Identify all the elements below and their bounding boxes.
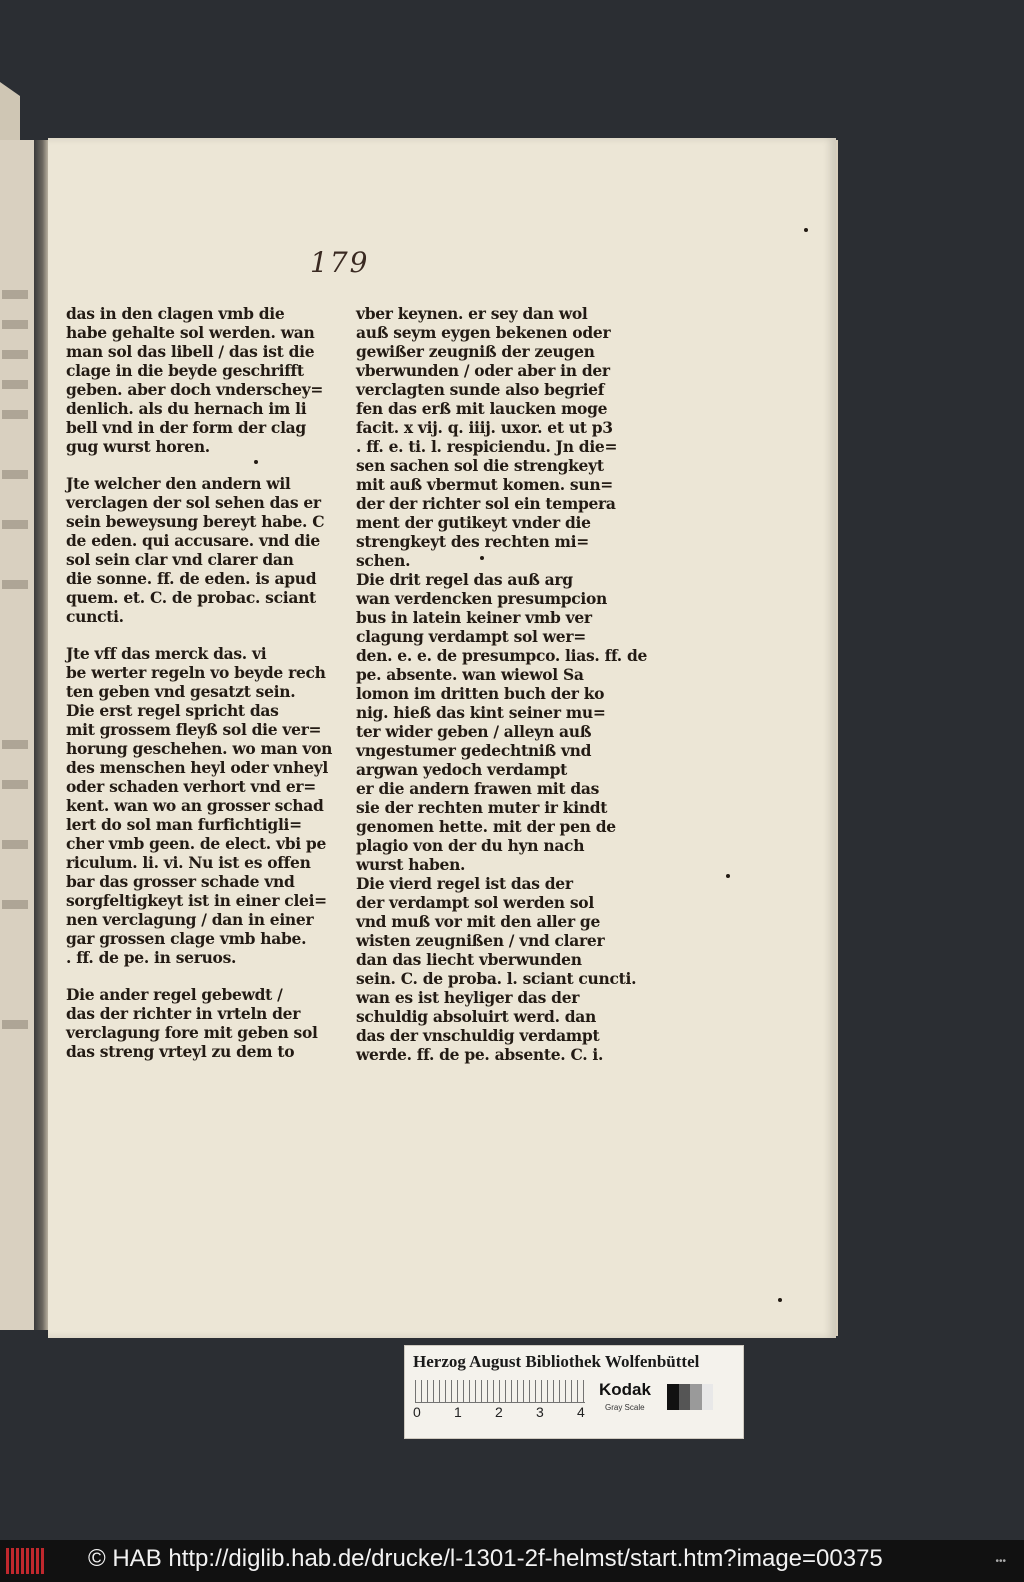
text-line: nen verclagung / dan in einer <box>66 910 314 929</box>
ink-dot <box>480 556 484 560</box>
library-color-card <box>404 1345 744 1439</box>
text-line: der verdampt sol werden sol <box>356 893 594 912</box>
text-line: verclagten sunde also begrief <box>356 380 605 399</box>
text-line: werde. ff. de pe. absente. C. i. <box>356 1045 604 1064</box>
text-line: Die erst regel spricht das <box>66 701 279 720</box>
ruler-number: 2 <box>495 1404 503 1420</box>
text-line: quem. et. C. de probac. sciant <box>66 588 316 607</box>
text-line: sein beweysung bereyt habe. C <box>66 512 325 531</box>
text-line: verclagung fore mit geben sol <box>66 1023 318 1042</box>
text-line: wan verdencken presumpcion <box>356 589 607 608</box>
text-line: mit auß vbermut komen. sun= <box>356 475 613 494</box>
text-line: cuncti. <box>66 607 124 626</box>
text-line: ten geben vnd gesatzt sein. <box>66 682 296 701</box>
text-line: gug wurst horen. <box>66 437 210 456</box>
gray-swatch <box>679 1384 691 1410</box>
ruler-number: 1 <box>454 1404 462 1420</box>
text-line: vnd muß vor mit den aller ge <box>356 912 601 931</box>
previous-page-text-fragment <box>2 840 28 849</box>
footer-dots: ••• <box>995 1556 1006 1567</box>
previous-page-edge <box>0 140 34 1330</box>
text-line: de eden. qui accusare. vnd die <box>66 531 320 550</box>
text-line: mit grossem fleyß sol die ver= <box>66 720 322 739</box>
previous-page-text-fragment <box>2 780 28 789</box>
text-line: argwan yedoch verdampt <box>356 760 567 779</box>
text-line: facit. x vij. q. iiij. uxor. et ut p3 <box>356 418 613 437</box>
text-line: . ff. e. ti. l. respiciendu. Jn die= <box>356 437 618 456</box>
text-line: wan es ist heyliger das der <box>356 988 580 1007</box>
text-line: plagio von der du hyn nach <box>356 836 585 855</box>
text-line: gar grossen clage vmb habe. <box>66 929 307 948</box>
kodak-logo: Kodak <box>599 1380 651 1399</box>
ink-dot <box>778 1298 782 1302</box>
folio-number: 179 <box>310 246 370 279</box>
text-line: vber keynen. er sey dan wol <box>356 304 588 323</box>
footer-bar <box>0 1540 1024 1582</box>
text-line: das in den clagen vmb die <box>66 304 285 323</box>
gray-scale-label: Gray Scale <box>605 1403 645 1412</box>
ink-dot <box>804 228 808 232</box>
left-text-column <box>66 304 333 1061</box>
text-line: dan das liecht vberwunden <box>356 950 582 969</box>
text-line: bus in latein keiner vmb ver <box>356 608 592 627</box>
text-line: horung geschehen. wo man von <box>66 739 333 758</box>
text-line: Jte welcher den andern wil <box>66 474 291 493</box>
ink-dot <box>726 874 730 878</box>
text-line: verclagen der sol sehen das er <box>66 493 321 512</box>
ruler-number: 3 <box>536 1404 544 1420</box>
text-line: habe gehalte sol werden. wan <box>66 323 315 342</box>
gray-swatch <box>702 1384 714 1410</box>
text-line: fen das erß mit laucken moge <box>356 399 608 418</box>
paragraph-gap <box>66 967 316 985</box>
text-line: lomon im dritten buch der ko <box>356 684 605 703</box>
text-line: die sonne. ff. de eden. is apud <box>66 569 317 588</box>
text-line: bar das grosser schade vnd <box>66 872 295 891</box>
text-line: be werter regeln vo beyde rech <box>66 663 326 682</box>
text-line: ment der gutikeyt vnder die <box>356 513 591 532</box>
text-line: schuldig absoluirt werd. dan <box>356 1007 597 1026</box>
previous-page-text-fragment <box>2 470 28 479</box>
text-line: Die vierd regel ist das der <box>356 874 573 893</box>
library-name: Herzog August Bibliothek Wolfenbüttel <box>413 1352 700 1371</box>
previous-page-text-fragment <box>2 380 28 389</box>
text-line: kent. wan wo an grosser schad <box>66 796 324 815</box>
text-line: Die drit regel das auß arg <box>356 570 573 589</box>
text-line: des menschen heyl oder vnheyl <box>66 758 328 777</box>
text-line: das streng vrteyl zu dem to <box>66 1042 295 1061</box>
text-line: strengkeyt des rechten mi= <box>356 532 589 551</box>
paragraph-gap <box>66 626 316 644</box>
scale-ruler <box>415 1380 585 1403</box>
gray-scale-swatches <box>667 1384 713 1410</box>
text-line: auß seym eygen bekenen oder <box>356 323 611 342</box>
text-line: riculum. li. vi. Nu ist es offen <box>66 853 311 872</box>
previous-page-text-fragment <box>2 580 28 589</box>
hab-logo-icon <box>6 1548 46 1574</box>
gray-swatch <box>667 1384 679 1410</box>
book-page <box>48 138 836 1338</box>
previous-page-text-fragment <box>2 900 28 909</box>
text-line: lert do sol man furfichtigli= <box>66 815 302 834</box>
text-line: sol sein clar vnd clarer dan <box>66 550 294 569</box>
text-line: oder schaden verhort vnd er= <box>66 777 316 796</box>
text-line: man sol das libell / das ist die <box>66 342 315 361</box>
text-line: das der richter in vrteln der <box>66 1004 301 1023</box>
text-line: der der richter sol ein tempera <box>356 494 616 513</box>
previous-page-text-fragment <box>2 320 28 329</box>
previous-page-text-fragment <box>2 410 28 419</box>
text-line: wisten zeugnißen / vnd clarer <box>356 931 605 950</box>
previous-page-text-fragment <box>2 520 28 529</box>
previous-page-text-fragment <box>2 350 28 359</box>
gray-swatch <box>690 1384 702 1410</box>
text-line: nig. hieß das kint seiner mu= <box>356 703 606 722</box>
text-line: genomen hette. mit der pen de <box>356 817 616 836</box>
previous-page-text-fragment <box>2 290 28 299</box>
text-line: wurst haben. <box>356 855 466 874</box>
text-line: cher vmb geen. de elect. vbi pe <box>66 834 327 853</box>
ruler-number: 0 <box>413 1404 421 1420</box>
text-line: sen sachen sol die strengkeyt <box>356 456 604 475</box>
text-line: Jte vff das merck das. vi <box>66 644 267 663</box>
previous-page-text-fragment <box>2 740 28 749</box>
text-line: sorgfeltigkeyt ist in einer clei= <box>66 891 327 910</box>
text-line: sein. C. de proba. l. sciant cuncti. <box>356 969 637 988</box>
text-line: bell vnd in der form der clag <box>66 418 306 437</box>
text-line: er die andern frawen mit das <box>356 779 600 798</box>
text-line: das der vnschuldig verdampt <box>356 1026 600 1045</box>
text-line: geben. aber doch vnderschey= <box>66 380 324 399</box>
text-line: pe. absente. wan wiewol Sa <box>356 665 584 684</box>
right-text-column <box>356 304 648 1064</box>
footer-copyright-url[interactable]: © HAB http://diglib.hab.de/drucke/l-1301-2f-helmst/start.htm?image=00375 <box>88 1545 883 1572</box>
paragraph-gap <box>66 456 316 474</box>
text-line: clagung verdampt sol wer= <box>356 627 586 646</box>
ruler-number: 4 <box>577 1404 585 1420</box>
text-line: den. e. e. de presumpco. lias. ff. de <box>356 646 648 665</box>
book-gutter <box>34 140 48 1330</box>
previous-page-text-fragment <box>2 1020 28 1029</box>
text-line: . ff. de pe. in seruos. <box>66 948 237 967</box>
text-line: vberwunden / oder aber in der <box>356 361 610 380</box>
ink-dot <box>254 460 258 464</box>
text-line: ter wider geben / alleyn auß <box>356 722 592 741</box>
text-line: vngestumer gedechtniß vnd <box>356 741 592 760</box>
text-line: Die ander regel gebewdt / <box>66 985 283 1004</box>
text-line: gewißer zeugniß der zeugen <box>356 342 595 361</box>
text-line: denlich. als du hernach im li <box>66 399 307 418</box>
text-line: clage in die beyde geschrifft <box>66 361 304 380</box>
text-line: schen. <box>356 551 411 570</box>
text-line: sie der rechten muter ir kindt <box>356 798 608 817</box>
